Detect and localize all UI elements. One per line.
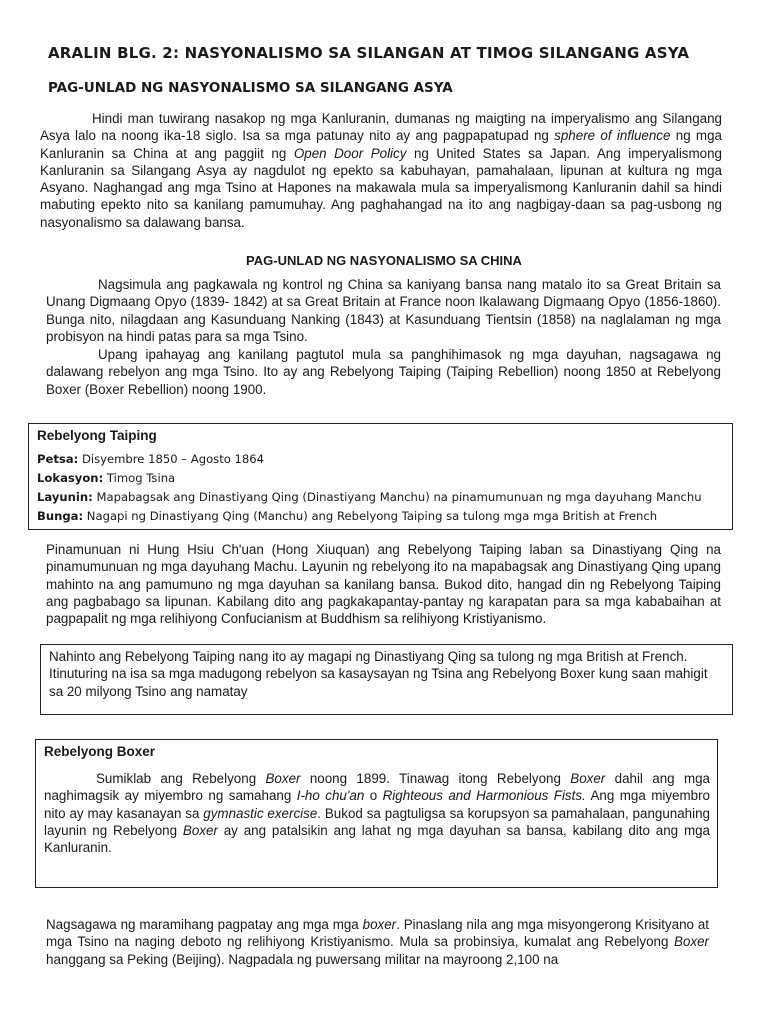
lesson-title: ARALIN BLG. 2: NASYONALISMO SA SILANGAN AT TIMOG SILANGANG ASYA: [48, 44, 690, 62]
boxer-box-title: Rebelyong Boxer: [44, 744, 156, 759]
taiping-box-title: Rebelyong Taiping: [37, 428, 157, 443]
taiping-date: Petsa: Disyembre 1850 – Agosto 1864: [37, 452, 265, 466]
section-title: PAG-UNLAD NG NASYONALISMO SA SILANGANG ASYA: [48, 80, 453, 96]
taiping-goal: Layunin: Mapabagsak ang Dinastiyang Qing (Dinastiyang Manchu) na pinamumunuan ng mga dayuhang Manchu: [37, 490, 702, 504]
taiping-location: Lokasyon: Timog Tsina: [37, 471, 176, 485]
taiping-paragraph: Pinamunuan ni Hung Hsiu Ch'uan (Hong Xiuquan) ang Rebelyong Taiping laban sa Dinastiyang Qing na pinamumunuan ng mga dayuhang Machu. Layunin ng rebelyong ito na mapabagsak ang Dinastiyang Qing upang mahinto na ang pamumuno ng mga dayuhan sa kanilang bansa. Bukod dito, hangad din ng Rebelyong Taiping ang pagbabago sa lipunan. Kabilang dito ang pagkakapantay-pantay ng karapatan para sa mga kababaihan at pagpapalit ng mga relihiyong Confucianism at Buddhism sa relihiyong Kristiyanismo.: [46, 542, 721, 627]
china-heading: PAG-UNLAD NG NASYONALISMO SA CHINA: [246, 253, 522, 268]
boxer-box-text: Sumiklab ang Rebelyong Boxer noong 1899. Tinawag itong Rebelyong Boxer dahil ang mga naghimagsik ay miyembro ng samahang I-ho chu'an o Righteous and Harmonious Fists. Ang mga miyembro nito ay may kasanayan sa gymnastic exercise. Bukod sa pagtuligsa sa korupsyon sa pamahalaan, pangunahing layunin ng Rebelyong Boxer ay ang patalsikin ang lahat ng mga dayuhan sa bansa, kabilang dito ang mga Kanluranin.: [44, 771, 710, 856]
boxer-box: [35, 739, 718, 888]
taiping-info-box: [28, 423, 733, 530]
china-paragraph-1: Nagsimula ang pagkawala ng kontrol ng China sa kaniyang bansa nang matalo ito sa Great Britain sa Unang Digmaang Opyo (1839- 1842) at sa Great Britain at France noon Ikalawang Digmaang Opyo (1856-1860). Bunga nito, nilagdaan ang Kasunduang Nanking (1843) at Kasunduang Tientsin (1858) na naglalaman ng mga probisyon na hindi patas para sa mga Tsino.: [46, 277, 721, 344]
taiping-end-box: [40, 644, 733, 715]
taiping-result: Bunga: Nagapi ng Dinastiyang Qing (Manchu) ang Rebelyong Taiping sa tulong mga mga British at French: [37, 509, 658, 523]
taiping-end-text: Nahinto ang Rebelyong Taiping nang ito ay magapi ng Dinastiyang Qing sa tulong ng mga British at French. Itinuturing na isa sa mga madugong rebelyon sa kasaysayan ng Tsina ang Rebelyong Boxer kung saan mahigit sa 20 milyong Tsino ang namatay: [49, 649, 708, 699]
intro-paragraph: Hindi man tuwirang nasakop ng mga Kanluranin, dumanas ng maigting na imperyalismo ang Silangang Asya lalo na noong ika-18 siglo. Isa sa mga patunay nito ay ang pagpapatupad ng sphere of influence ng mga Kanluranin sa China at ang paggiit ng Open Door Policy ng United States sa Japan. Ang imperyalismong Kanluranin sa Silangang Asya ay nagdulot ng epekto sa kabuhayan, pamahalaan, lipunan at kultura ng mga Asyano. Naghangad ang mga Tsino at Hapones na makawala mula sa imperyalismong Kanluranin dahil sa hindi mabuting epekto nito sa kanilang pamumuhay. Ang paghahangad na ito ang nagbigay-daan sa pag-usbong ng nasyonalismo sa dalawang bansa.: [40, 111, 722, 230]
boxer-paragraph: Nagsagawa ng maramihang pagpatay ang mga mga boxer. Pinaslang nila ang mga misyongerong Krisityano at mga Tsino na naging deboto ng relihiyong Kristiyanismo. Mula sa probinsiya, kumalat ang Rebelyong Boxer hanggang sa Peking (Beijing). Nagpadala ng puwersang militar na mayroong 2,100 na: [46, 917, 709, 967]
china-paragraph-2: Upang ipahayag ang kanilang pagtutol mula sa panghihimasok ng mga dayuhan, nagsagawa ng dalawang rebelyon ang mga Tsino. Ito ay ang Rebelyong Taiping (Taiping Rebellion) noong 1850 at Rebelyong Boxer (Boxer Rebellion) noong 1900.: [46, 347, 721, 397]
